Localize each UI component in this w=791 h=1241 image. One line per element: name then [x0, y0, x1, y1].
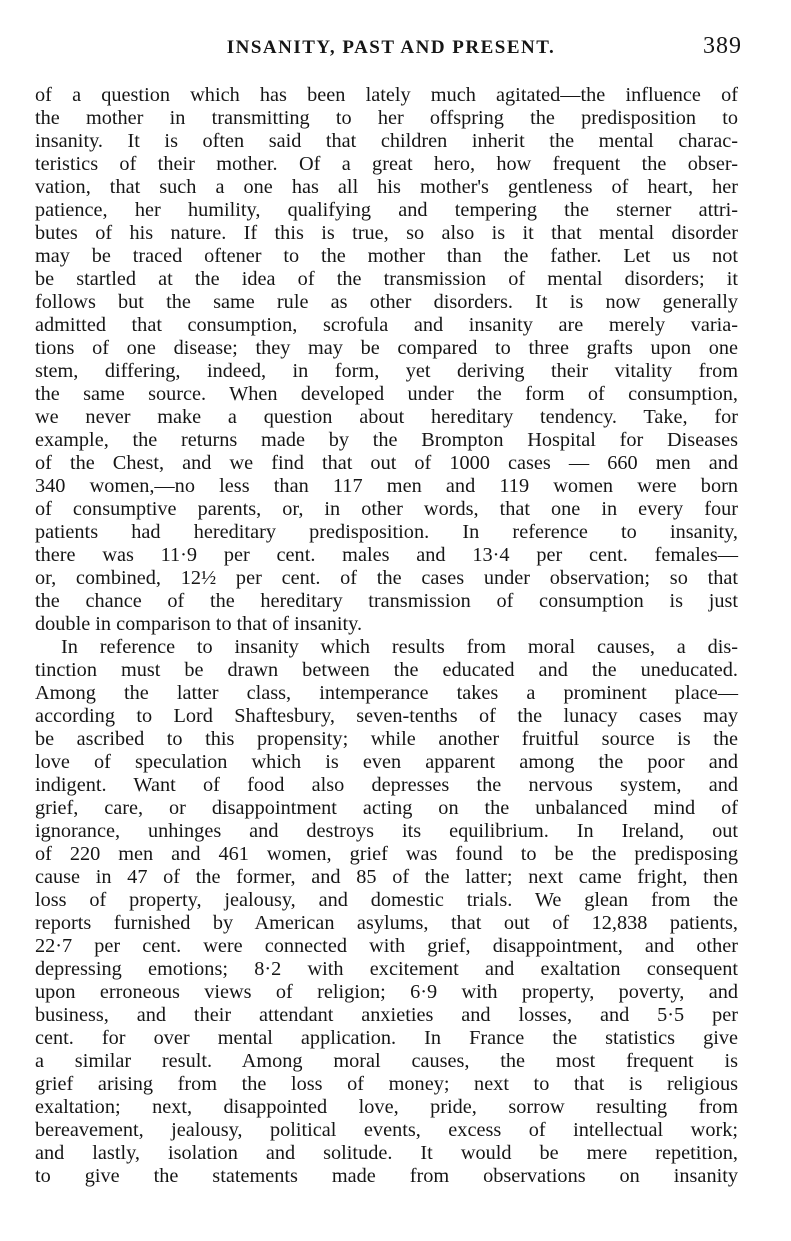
- text-line: follows but the same rule as other disorders. It is now generally: [35, 291, 738, 313]
- text-line: and lastly, isolation and solitude. It would be mere repetition,: [35, 1142, 738, 1164]
- text-line: may be traced oftener to the mother than the father. Let us not: [35, 245, 738, 267]
- text-line: example, the returns made by the Brompton Hospital for Diseases: [35, 429, 738, 451]
- text-line: according to Lord Shaftesbury, seven-tenths of the lunacy cases may: [35, 705, 738, 727]
- page-number: 389: [703, 33, 742, 59]
- text-line: patience, her humility, qualifying and tempering the sterner attri-: [35, 199, 738, 221]
- text-line: there was 11·9 per cent. males and 13·4 per cent. females—: [35, 544, 738, 566]
- text-line: vation, that such a one has all his mother's gentleness of heart, her: [35, 176, 738, 198]
- text-line: cause in 47 of the former, and 85 of the latter; next came fright, then: [35, 866, 738, 888]
- text-line: of 220 men and 461 women, grief was found to be the predisposing: [35, 843, 738, 865]
- text-line: tinction must be drawn between the educated and the uneducated.: [35, 659, 738, 681]
- text-line: 340 women,—no less than 117 men and 119 women were born: [35, 475, 738, 497]
- text-line: be startled at the idea of the transmission of mental disorders; it: [35, 268, 738, 290]
- text-line: indigent. Want of food also depresses the nervous system, and: [35, 774, 738, 796]
- text-line: cent. for over mental application. In France the statistics give: [35, 1027, 738, 1049]
- text-line: patients had hereditary predisposition. In reference to insanity,: [35, 521, 738, 543]
- text-line: a similar result. Among moral causes, the most frequent is: [35, 1050, 738, 1072]
- text-line: we never make a question about hereditary tendency. Take, for: [35, 406, 738, 428]
- text-line: tions of one disease; they may be compared to three grafts upon one: [35, 337, 738, 359]
- text-line: reports furnished by American asylums, that out of 12,838 patients,: [35, 912, 738, 934]
- text-line: to give the statements made from observations on insanity: [35, 1165, 738, 1187]
- text-line: exaltation; next, disappointed love, pride, sorrow resulting from: [35, 1096, 738, 1118]
- text-line: of a question which has been lately much agitated—the influence of: [35, 84, 738, 106]
- text-line: of the Chest, and we find that out of 1000 cases — 660 men and: [35, 452, 738, 474]
- text-line: ignorance, unhinges and destroys its equilibrium. In Ireland, out: [35, 820, 738, 842]
- text-line: 22·7 per cent. were connected with grief, disappointment, and other: [35, 935, 738, 957]
- text-line: or, combined, 12½ per cent. of the cases under observation; so that: [35, 567, 738, 589]
- text-line: grief, care, or disappointment acting on the unbalanced mind of: [35, 797, 738, 819]
- text-line: the chance of the hereditary transmission of consumption is just: [35, 590, 738, 612]
- text-line: be ascribed to this propensity; while another fruitful source is the: [35, 728, 738, 750]
- running-title: INSANITY, PAST AND PRESENT.: [226, 37, 556, 58]
- text-line: grief arising from the loss of money; next to that is religious: [35, 1073, 738, 1095]
- text-line: the same source. When developed under the form of consumption,: [35, 383, 738, 405]
- text-line: love of speculation which is even apparent among the poor and: [35, 751, 738, 773]
- text-line: loss of property, jealousy, and domestic trials. We glean from the: [35, 889, 738, 911]
- text-line: of consumptive parents, or, in other words, that one in every four: [35, 498, 738, 520]
- running-head: [36, 33, 746, 63]
- text-line: butes of his nature. If this is true, so also is it that mental disorder: [35, 222, 738, 244]
- text-line: Among the latter class, intemperance takes a prominent place—: [35, 682, 738, 704]
- text-line: upon erroneous views of religion; 6·9 with property, poverty, and: [35, 981, 738, 1003]
- text-line: bereavement, jealousy, political events, excess of intellectual work;: [35, 1119, 738, 1141]
- text-line: the mother in transmitting to her offspring the predisposition to: [35, 107, 738, 129]
- paragraph-end-line: double in comparison to that of insanity.: [35, 613, 363, 635]
- paragraph-start-line: In reference to insanity which results from moral causes, a dis-: [61, 636, 738, 658]
- body-text: [35, 84, 738, 1188]
- text-line: depressing emotions; 8·2 with excitement and exaltation consequent: [35, 958, 738, 980]
- text-line: business, and their attendant anxieties and losses, and 5·5 per: [35, 1004, 738, 1026]
- text-line: teristics of their mother. Of a great hero, how frequent the obser-: [35, 153, 738, 175]
- text-line: admitted that consumption, scrofula and insanity are merely varia-: [35, 314, 738, 336]
- text-line: insanity. It is often said that children inherit the mental charac-: [35, 130, 738, 152]
- text-line: stem, differing, indeed, in form, yet deriving their vitality from: [35, 360, 738, 382]
